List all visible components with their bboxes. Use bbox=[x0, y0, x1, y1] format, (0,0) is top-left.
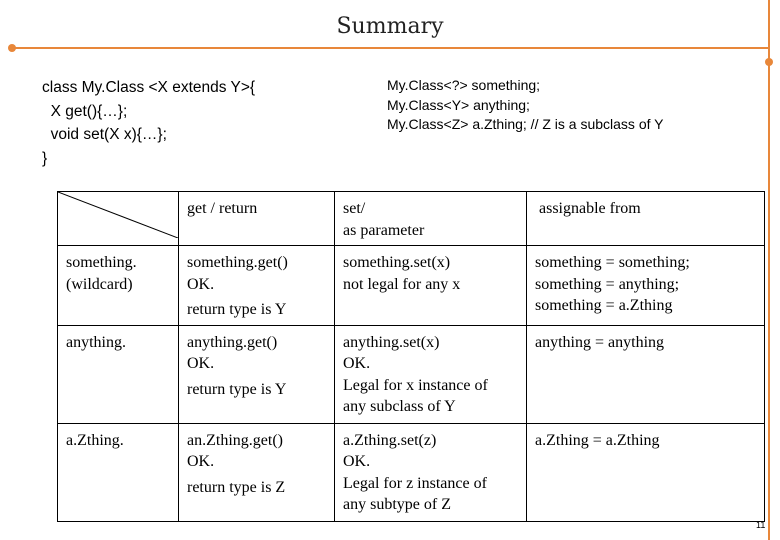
get-cell: anything.get() OK. return type is Y bbox=[179, 325, 335, 423]
table-row bbox=[58, 246, 765, 326]
assign-cell: anything = anything bbox=[527, 325, 765, 423]
set-cell: something.set(x) not legal for any x bbox=[335, 246, 527, 326]
table-row bbox=[58, 325, 765, 423]
rule-right-dot bbox=[765, 58, 773, 66]
diagonal-line bbox=[58, 192, 178, 238]
summary-table bbox=[57, 191, 765, 522]
corner-cell bbox=[58, 192, 179, 246]
get-cell: something.get() OK. return type is Y bbox=[179, 246, 335, 326]
table-header-row bbox=[58, 192, 765, 246]
table-row bbox=[58, 423, 765, 521]
get-cell: an.Zthing.get() OK. return type is Z bbox=[179, 423, 335, 521]
header-set: set/ as parameter bbox=[335, 192, 527, 246]
row-label: something. (wildcard) bbox=[58, 246, 179, 326]
class-declaration-code: class My.Class <X extends Y>{ X get(){…}; void set(X x){…}; } bbox=[42, 79, 256, 167]
slide-top-rule bbox=[12, 47, 770, 49]
rule-left-dot bbox=[8, 44, 16, 52]
header-get: get / return bbox=[179, 192, 335, 246]
page-number: 11 bbox=[756, 520, 766, 530]
row-label: a.Zthing. bbox=[58, 423, 179, 521]
assign-cell: a.Zthing = a.Zthing bbox=[527, 423, 765, 521]
row-label: anything. bbox=[58, 325, 179, 423]
variable-declarations-code: My.Class<?> something; My.Class<Y> anything; My.Class<Z> a.Zthing; // Z is a subclass of Y bbox=[387, 77, 664, 132]
header-assign: assignable from bbox=[527, 192, 765, 246]
set-cell: anything.set(x) OK. Legal for x instance of any subclass of Y bbox=[335, 325, 527, 423]
assign-cell: something = something; something = anything; something = a.Zthing bbox=[527, 246, 765, 326]
slide-right-rule bbox=[768, 0, 770, 540]
set-cell: a.Zthing.set(z) OK. Legal for z instance of any subtype of Z bbox=[335, 423, 527, 521]
slide-title: Summary bbox=[336, 14, 444, 39]
